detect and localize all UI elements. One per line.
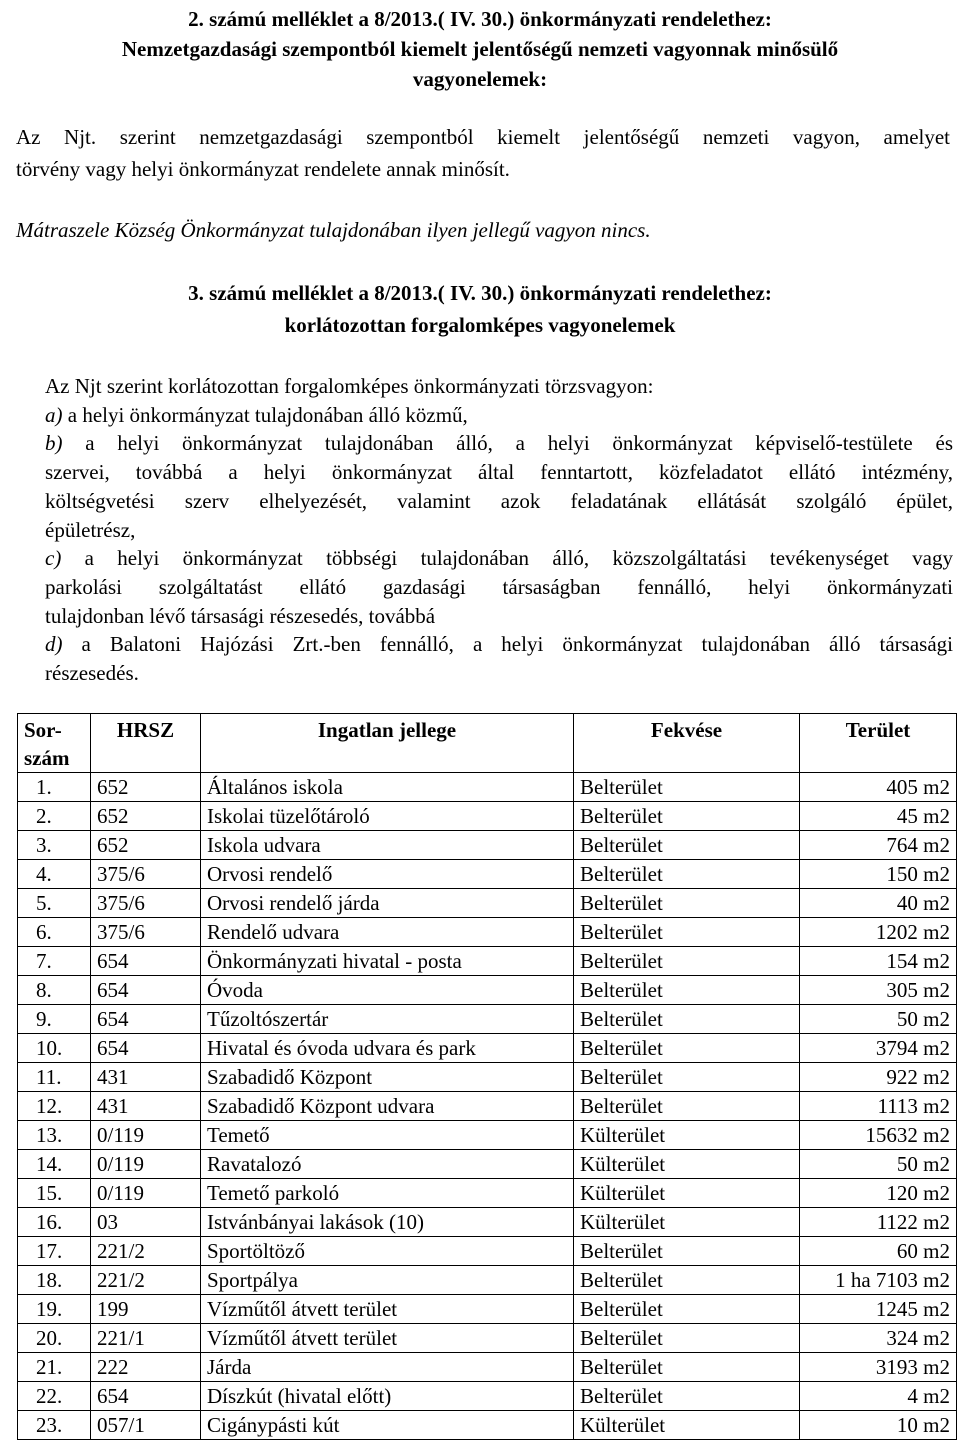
header-sorszam (18, 714, 91, 773)
cell-fekves: Belterület (574, 831, 800, 860)
cell-sorszam: 1. (18, 773, 91, 802)
annex-3-title-line1: 3. számú melléklet a 8/2013.( IV. 30.) önkormányzati rendelethez: (188, 281, 772, 305)
cell-jelleg: Óvoda (201, 976, 574, 1005)
cell-fekves: Belterület (574, 802, 800, 831)
header-sorszam-line1: Sor- (24, 718, 62, 742)
cell-sorszam: 21. (18, 1353, 91, 1382)
cell-fekves: Belterület (574, 947, 800, 976)
cell-terulet: 40 m2 (800, 889, 957, 918)
table-row (18, 1034, 957, 1063)
cell-jelleg: Cigánypásti kút (201, 1411, 574, 1440)
cell-jelleg: Temető (201, 1121, 574, 1150)
cell-fekves: Belterület (574, 1295, 800, 1324)
cell-terulet: 50 m2 (800, 1005, 957, 1034)
cell-hrsz: 221/2 (91, 1237, 201, 1266)
cell-sorszam: 7. (18, 947, 91, 976)
list-item-a-text: a helyi önkormányzat tulajdonában álló közmű, (62, 402, 468, 427)
cell-sorszam: 16. (18, 1208, 91, 1237)
cell-jelleg: Orvosi rendelő járda (201, 889, 574, 918)
cell-hrsz: 375/6 (91, 918, 201, 947)
cell-jelleg: Temető parkoló (201, 1179, 574, 1208)
annex-2-intro (16, 121, 950, 185)
property-table (17, 713, 957, 1440)
cell-hrsz: 057/1 (91, 1411, 201, 1440)
cell-hrsz: 652 (91, 802, 201, 831)
cell-sorszam: 13. (18, 1121, 91, 1150)
cell-jelleg: Hivatal és óvoda udvara és park (201, 1034, 574, 1063)
annex-3-lead: Az Njt szerint korlátozottan forgalomképes önkormányzati törzsvagyon: (45, 374, 654, 398)
header-sorszam-line2: szám (24, 746, 70, 770)
table-row (18, 1092, 957, 1121)
table-row (18, 1063, 957, 1092)
cell-hrsz: 375/6 (91, 860, 201, 889)
list-item-c-line2: parkolási szolgáltatást ellátó gazdasági társaságban fennálló, helyi önkormányzati (45, 574, 953, 599)
cell-sorszam: 19. (18, 1295, 91, 1324)
annex-2-note: Mátraszele Község Önkormányzat tulajdonában ilyen jellegű vagyon nincs. (16, 218, 651, 242)
cell-terulet: 3794 m2 (800, 1034, 957, 1063)
cell-fekves: Külterület (574, 1179, 800, 1208)
table-row (18, 1266, 957, 1295)
cell-sorszam: 20. (18, 1324, 91, 1353)
cell-terulet: 15632 m2 (800, 1121, 957, 1150)
table-row (18, 1237, 957, 1266)
table-row (18, 1005, 957, 1034)
cell-jelleg: Sportöltöző (201, 1237, 574, 1266)
cell-sorszam: 3. (18, 831, 91, 860)
table-row (18, 1295, 957, 1324)
list-item-b-line2: szervei, továbbá a helyi önkormányzat által fenntartott, közfeladatot ellátó intézmény, (45, 460, 953, 485)
cell-fekves: Belterület (574, 773, 800, 802)
cell-jelleg: Szabadidő Központ udvara (201, 1092, 574, 1121)
cell-jelleg: Orvosi rendelő (201, 860, 574, 889)
annex-2-title-line3: vagyonelemek: (412, 67, 548, 91)
cell-sorszam: 4. (18, 860, 91, 889)
annex-3-heading (0, 277, 960, 341)
header-jelleg: Ingatlan jellege (201, 714, 574, 773)
cell-jelleg: Istvánbányai lakások (10) (201, 1208, 574, 1237)
list-marker-b: b) (45, 431, 63, 456)
cell-terulet: 45 m2 (800, 802, 957, 831)
list-item-b-line3: költségvetési szerv elhelyezését, valamint azok feladatának ellátását szolgáló épület, (45, 488, 953, 513)
cell-sorszam: 23. (18, 1411, 91, 1440)
annex-2-intro-line1: Az Njt. szerint nemzetgazdasági szempontból kiemelt jelentőségű nemzeti vagyon, amelyet (16, 125, 950, 149)
cell-sorszam: 15. (18, 1179, 91, 1208)
table-row (18, 860, 957, 889)
header-fekves: Fekvése (574, 714, 800, 773)
cell-terulet: 1245 m2 (800, 1295, 957, 1324)
cell-fekves: Belterület (574, 889, 800, 918)
cell-hrsz: 375/6 (91, 889, 201, 918)
annex-2-heading (0, 4, 960, 94)
cell-fekves: Külterület (574, 1121, 800, 1150)
cell-hrsz: 654 (91, 947, 201, 976)
cell-hrsz: 654 (91, 976, 201, 1005)
cell-terulet: 1 ha 7103 m2 (800, 1266, 957, 1295)
cell-fekves: Belterület (574, 1034, 800, 1063)
cell-jelleg: Sportpálya (201, 1266, 574, 1295)
cell-fekves: Belterület (574, 1266, 800, 1295)
cell-fekves: Külterület (574, 1208, 800, 1237)
cell-fekves: Belterület (574, 1353, 800, 1382)
cell-terulet: 922 m2 (800, 1063, 957, 1092)
list-marker-a: a) (45, 402, 63, 427)
cell-hrsz: 03 (91, 1208, 201, 1237)
header-terulet: Terület (800, 714, 957, 773)
cell-hrsz: 652 (91, 773, 201, 802)
cell-terulet: 154 m2 (800, 947, 957, 976)
cell-fekves: Belterület (574, 918, 800, 947)
table-row (18, 1179, 957, 1208)
cell-fekves: Belterület (574, 860, 800, 889)
cell-terulet: 1113 m2 (800, 1092, 957, 1121)
cell-terulet: 764 m2 (800, 831, 957, 860)
cell-hrsz: 654 (91, 1382, 201, 1411)
cell-hrsz: 199 (91, 1295, 201, 1324)
cell-fekves: Külterület (574, 1150, 800, 1179)
cell-jelleg: Díszkút (hivatal előtt) (201, 1382, 574, 1411)
cell-hrsz: 0/119 (91, 1179, 201, 1208)
cell-sorszam: 22. (18, 1382, 91, 1411)
list-item-d (45, 630, 953, 659)
cell-hrsz: 0/119 (91, 1121, 201, 1150)
table-row (18, 831, 957, 860)
cell-jelleg: Általános iskola (201, 773, 574, 802)
cell-terulet: 50 m2 (800, 1150, 957, 1179)
cell-terulet: 1122 m2 (800, 1208, 957, 1237)
cell-jelleg: Szabadidő Központ (201, 1063, 574, 1092)
table-row (18, 947, 957, 976)
annex-2-title-line2: Nemzetgazdasági szempontból kiemelt jelentőségű nemzeti vagyonnak minősülő (121, 37, 839, 61)
cell-jelleg: Iskolai tüzelőtároló (201, 802, 574, 831)
cell-hrsz: 431 (91, 1092, 201, 1121)
cell-jelleg: Tűzoltószertár (201, 1005, 574, 1034)
cell-terulet: 1202 m2 (800, 918, 957, 947)
cell-fekves: Belterület (574, 1382, 800, 1411)
table-row (18, 1324, 957, 1353)
cell-sorszam: 17. (18, 1237, 91, 1266)
list-item-b-line4: épületrész, (45, 517, 136, 542)
cell-sorszam: 2. (18, 802, 91, 831)
list-marker-d: d) (45, 632, 63, 657)
table-row (18, 1353, 957, 1382)
table-row (18, 918, 957, 947)
cell-fekves: Belterület (574, 976, 800, 1005)
annex-3-title-line2: korlátozottan forgalomképes vagyonelemek (284, 313, 676, 337)
cell-terulet: 60 m2 (800, 1237, 957, 1266)
cell-sorszam: 11. (18, 1063, 91, 1092)
annex-3-list (45, 372, 953, 688)
cell-terulet: 405 m2 (800, 773, 957, 802)
cell-sorszam: 8. (18, 976, 91, 1005)
cell-sorszam: 9. (18, 1005, 91, 1034)
cell-fekves: Belterület (574, 1063, 800, 1092)
cell-terulet: 150 m2 (800, 860, 957, 889)
table-row (18, 1121, 957, 1150)
list-item-a (45, 401, 953, 430)
cell-hrsz: 222 (91, 1353, 201, 1382)
table-row (18, 1411, 957, 1440)
cell-fekves: Belterület (574, 1092, 800, 1121)
cell-terulet: 120 m2 (800, 1179, 957, 1208)
table-row (18, 1208, 957, 1237)
table-row (18, 976, 957, 1005)
table-row (18, 773, 957, 802)
list-item-c-line3: tulajdonban lévő társasági részesedés, továbbá (45, 603, 436, 628)
list-item-c (45, 544, 953, 573)
cell-terulet: 305 m2 (800, 976, 957, 1005)
cell-fekves: Külterület (574, 1411, 800, 1440)
cell-jelleg: Vízműtől átvett terület (201, 1324, 574, 1353)
cell-terulet: 4 m2 (800, 1382, 957, 1411)
cell-terulet: 324 m2 (800, 1324, 957, 1353)
cell-jelleg: Rendelő udvara (201, 918, 574, 947)
cell-hrsz: 652 (91, 831, 201, 860)
list-item-b (45, 429, 953, 458)
table-row (18, 889, 957, 918)
cell-hrsz: 654 (91, 1034, 201, 1063)
cell-hrsz: 0/119 (91, 1150, 201, 1179)
cell-jelleg: Vízműtől átvett terület (201, 1295, 574, 1324)
cell-sorszam: 12. (18, 1092, 91, 1121)
table-row (18, 802, 957, 831)
cell-terulet: 3193 m2 (800, 1353, 957, 1382)
cell-hrsz: 221/2 (91, 1266, 201, 1295)
list-marker-c: c) (45, 546, 62, 571)
cell-jelleg: Iskola udvara (201, 831, 574, 860)
table-header-row (18, 714, 957, 773)
cell-jelleg: Önkormányzati hivatal - posta (201, 947, 574, 976)
cell-fekves: Belterület (574, 1237, 800, 1266)
cell-hrsz: 654 (91, 1005, 201, 1034)
list-item-c-line1: a helyi önkormányzat többségi tulajdonában álló, közszolgáltatási tevékenységet vagy (61, 546, 953, 571)
cell-fekves: Belterület (574, 1324, 800, 1353)
cell-terulet: 10 m2 (800, 1411, 957, 1440)
list-item-b-line1: a helyi önkormányzat tulajdonában álló, a helyi önkormányzat képviselő-testülete és (62, 431, 953, 456)
cell-sorszam: 5. (18, 889, 91, 918)
header-hrsz: HRSZ (91, 714, 201, 773)
cell-sorszam: 18. (18, 1266, 91, 1295)
cell-sorszam: 14. (18, 1150, 91, 1179)
table-row (18, 1150, 957, 1179)
table-row (18, 1382, 957, 1411)
cell-fekves: Belterület (574, 1005, 800, 1034)
cell-sorszam: 10. (18, 1034, 91, 1063)
annex-2-intro-line2: törvény vagy helyi önkormányzat rendelete annak minősít. (16, 157, 510, 181)
cell-sorszam: 6. (18, 918, 91, 947)
cell-jelleg: Ravatalozó (201, 1150, 574, 1179)
cell-hrsz: 431 (91, 1063, 201, 1092)
table-body (18, 773, 957, 1440)
list-item-d-line2: részesedés. (45, 661, 139, 686)
annex-2-title-line1: 2. számú melléklet a 8/2013.( IV. 30.) önkormányzati rendelethez: (188, 7, 772, 31)
cell-jelleg: Járda (201, 1353, 574, 1382)
list-item-d-line1: a Balatoni Hajózási Zrt.-ben fennálló, a helyi önkormányzat tulajdonában álló társasági (62, 632, 953, 657)
cell-hrsz: 221/1 (91, 1324, 201, 1353)
